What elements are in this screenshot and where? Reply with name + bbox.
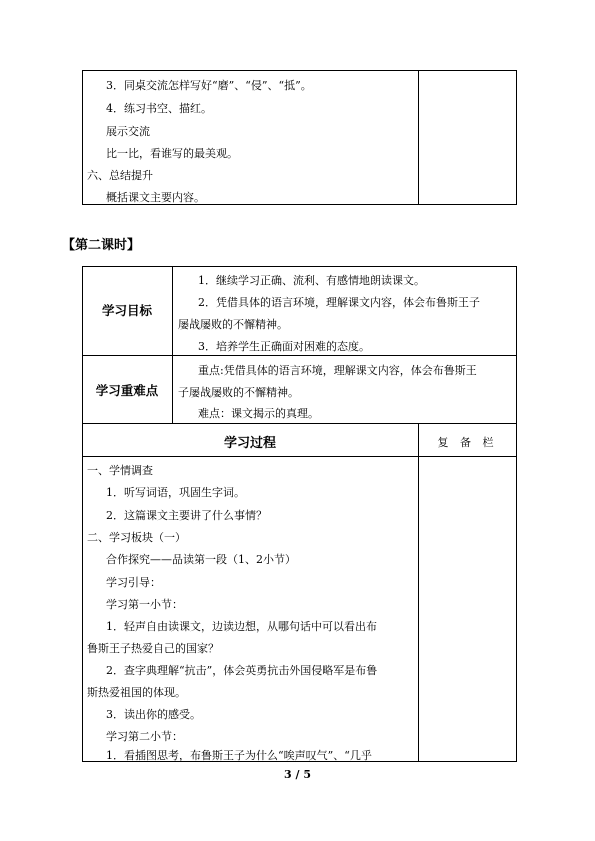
top-line: 展示交流 — [106, 125, 150, 138]
process-line: 2．这篇课文主要讲了什么事情？ — [106, 509, 267, 522]
process-line: 斯热爱祖国的体现。 — [87, 686, 186, 699]
objective-line: 3．培养学生正确面对困难的态度。 — [198, 340, 370, 353]
row-divider — [82, 423, 517, 424]
process-header: 学习过程 — [223, 436, 276, 451]
objective-line: 1．继续学习正确、流利、有感情地朗读课文。 — [198, 274, 425, 287]
objectives-label: 学习目标 — [101, 303, 152, 318]
process-line: 学习第二小节： — [106, 730, 183, 743]
row-divider — [82, 456, 517, 457]
key-point-line: 子屡战屡败的不懈精神。 — [178, 386, 299, 399]
row-divider — [82, 355, 517, 356]
process-line: 1．听写词语，巩固生字词。 — [106, 486, 245, 499]
key-point-line: 重点:凭借具体的语言环境，理解课文内容，体会布鲁斯王 — [198, 364, 477, 377]
label-column-divider — [172, 266, 173, 423]
key-points-label: 学习重难点 — [95, 383, 159, 398]
top-line: 4．练习书空、描红。 — [106, 102, 212, 115]
review-column-divider — [418, 423, 419, 762]
page-number: 3 / 5 — [284, 768, 311, 781]
process-line: 学习引导： — [106, 576, 161, 589]
process-line: 鲁斯王子热爱自己的国家？ — [87, 642, 219, 655]
key-point-line: 难点：课文揭示的真理。 — [198, 407, 319, 420]
top-line: 概括课文主要内容。 — [106, 191, 205, 204]
process-line: 二、学习板块（一） — [87, 531, 186, 544]
process-line: 2．查字典理解“抗击”，体会英勇抗击外国侵略军是布鲁 — [106, 664, 378, 677]
process-line: 3．读出你的感受。 — [106, 708, 201, 721]
process-line: 1．看插图思考，布鲁斯王子为什么“唉声叹气”、“几乎 — [106, 749, 372, 762]
review-column-header: 复 备 栏 — [437, 436, 498, 449]
process-line: 学习第一小节： — [106, 598, 183, 611]
objective-line: 屡战屡败的不懈精神。 — [178, 318, 288, 331]
objective-line: 2．凭借具体的语言环境，理解课文内容，体会布鲁斯王子 — [198, 296, 480, 309]
section-heading: 【第二课时】 — [62, 238, 141, 253]
process-line: 一、学情调查 — [87, 464, 153, 477]
top-line: 3．同桌交流怎样写好“磨”、“侵”、“抵”。 — [106, 79, 312, 92]
process-line: 1．轻声自由读课文，边读边想，从哪句话中可以看出布 — [106, 620, 377, 633]
top-line: 比一比，看谁写的最美观。 — [106, 147, 238, 160]
top-line: 六、总结提升 — [87, 169, 153, 182]
process-line: 合作探究——品读第一段（1、2小节） — [106, 553, 296, 566]
top-table-divider — [418, 70, 419, 205]
